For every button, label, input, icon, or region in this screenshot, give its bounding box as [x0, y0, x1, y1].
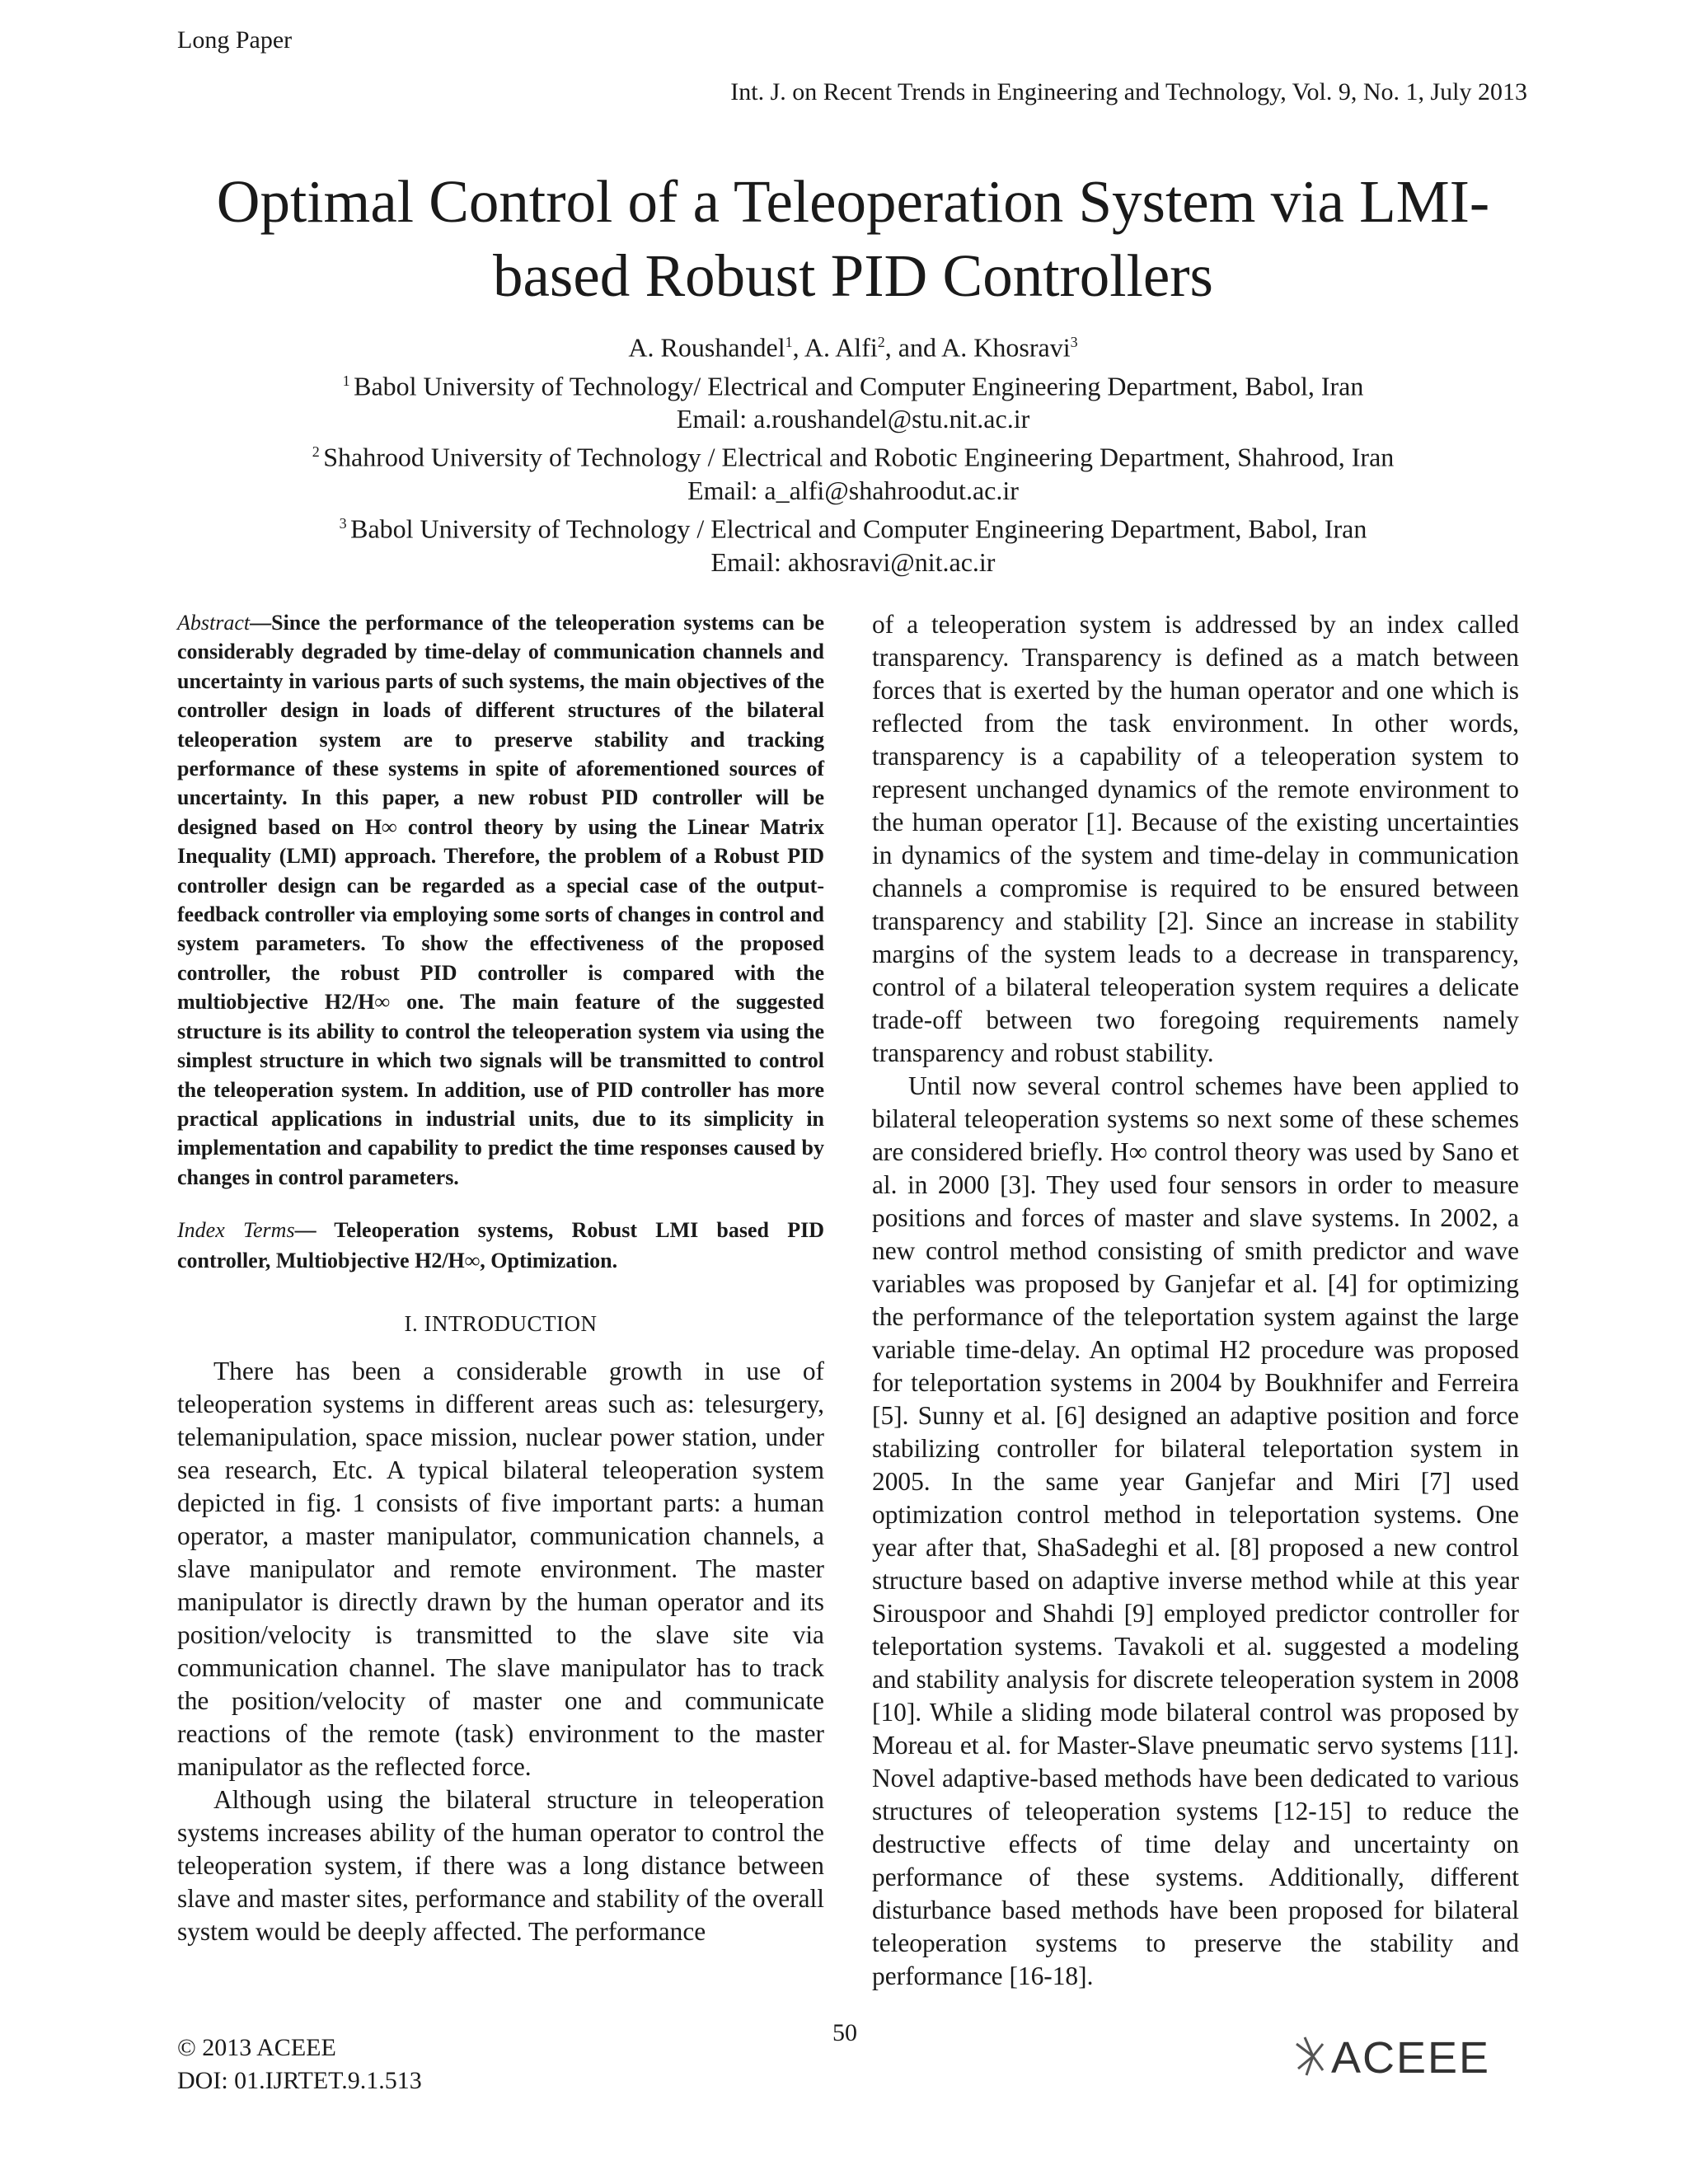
email-1: Email: a.roushandel@stu.nit.ac.ir: [676, 404, 1030, 434]
title-line-1: Optimal Control of a Teleoperation System via LMI-: [216, 168, 1490, 235]
page-number: 50: [832, 2019, 857, 2046]
right-column: [872, 608, 1519, 1993]
author-1: A. Roushandel: [628, 332, 785, 363]
affiliation-2: $^2$ Shahrood University of Technology / Electrical and Robotic Engineering Department, Shahrood, Iran: [312, 442, 1395, 472]
paragraph-2: Although using the bilateral structure in teleoperation systems increases ability of the human operator to control the teleoperation system, if there was a long distance between slave and master sites, performance and stability of the overall system would be deeply affected. The performance: [177, 1785, 824, 1947]
left-column: [177, 608, 824, 1948]
abstract: [177, 608, 824, 1192]
abstract-text: —Since the performance of the teleoperation systems can be considerably degraded by time-delay of communication channels and uncertainty in various parts of such systems, the main objectives of the controller design in loads of different structures of the bilateral teleoperation system are to preserve stability and tracking performance of these systems in spite of aforementioned sources of uncertainty. In this paper, a new robust PID controller will be designed based on H∞ control theory by using the Linear Matrix Inequality (LMI) approach. Therefore, the problem of a Robust PID controller design can be regarded as a special case of the output-feedback controller via employing some sorts of changes in control and system parameters. To show the effectiveness of the proposed controller, the robust PID controller is compared with the multiobjective H2/H∞ one. The main feature of the suggested structure is its ability to control the teleoperation system via using the simplest structure in which two signals will be transmitted to control the teleoperation system. In addition, use of PID controller has more practical applications in industrial units, due to its simplicity in implementation and capability to predict the time responses caused by changes in control parameters.: [177, 611, 824, 1189]
header-label: Long Paper: [177, 26, 293, 54]
aceee-logo: [1290, 2027, 1529, 2089]
paragraph-3: of a teleoperation system is addressed by an index called transparency. Transparency is defined as a match between forces that is exerted by the human operator and one which is reflected from the task environment. In other words, transparency is a capability of a teleoperation system to represent unchanged dynamics of the remote environment to the human operator [1]. Because of the existing uncertainties in dynamics of the system and time-delay in communication channels a compromise is required to be ensured between transparency and stability [2]. Since an increase in stability margins of the system leads to a decrease in transparency, control of a bilateral teleoperation system requires a delicate trade-off between two foregoing requirements namely transparency and robust stability.: [872, 610, 1519, 1067]
author-block: [99, 326, 1607, 579]
affiliation-1: $^1$ Babol University of Technology/ Electrical and Computer Engineering Department, Babol, Iran: [342, 371, 1364, 401]
author-3: and A. Khosravi: [898, 332, 1071, 363]
logo-text: ACEEE: [1331, 2033, 1491, 2083]
email-3: Email: akhosravi@nit.ac.ir: [710, 546, 996, 577]
title-line-2: based Robust PID Controllers: [493, 242, 1213, 309]
email-2: Email: a_alfi@shahroodut.ac.ir: [687, 475, 1019, 505]
affiliation-3: $^3$ Babol University of Technology / Electrical and Computer Engineering Department, Babol, Iran: [339, 513, 1367, 544]
author-2: A. Alfi: [804, 332, 878, 363]
index-terms-label: Index Terms: [177, 1218, 295, 1243]
author-list: A. Roushandel$^1$, A. Alfi$^2$, and A. Khosravi$^3$: [628, 332, 1078, 363]
aceee-logo-icon: [1290, 2027, 1529, 2085]
journal-reference: Int. J. on Recent Trends in Engineering and Technology, Vol. 9, No. 1, July 2013: [730, 78, 1527, 105]
copyright: © 2013 ACEEE: [177, 2034, 336, 2061]
paragraph-4: Until now several control schemes have been applied to bilateral teleoperation systems so next some of these schemes are considered briefly. H∞ control theory was used by Sano et al. in 2000 [3]. They used four sensors in order to measure positions and forces of master and slave systems. In 2002, a new control method consisting of smith predictor and wave variables was proposed by Ganjefar et al. [4] for optimizing the performance of the teleportation system against the large variable time-delay. An optimal H2 procedure was proposed for teleportation systems in 2004 by Boukhnifer and Ferreira [5]. Sunny et al. [6] designed an adaptive position and force stabilizing controller for bilateral teleportation system in 2005. In the same year Ganjefar and Miri [7] used optimization control method in teleportation systems. One year after that, ShaSadeghi et al. [8] proposed a new control structure based on adaptive inverse method while at this year Sirouspoor and Shahdi [9] employed predictor controller for teleportation systems. Tavakoli et al. suggested a modeling and stability analysis for discrete teleoperation system in 2008 [10]. While a sliding mode bilateral control was proposed by Moreau et al. for Master-Slave pneumatic servo systems [11]. Novel adaptive-based methods have been dedicated to various structures of teleoperation systems [12-15] to reduce the destructive effects of time delay and uncertainty on performance of these systems. Additionally, different disturbance based methods have been proposed for bilateral teleoperation systems to preserve the stability and performance [16-18].: [872, 1071, 1519, 1990]
doi: DOI: 01.IJRTET.9.1.513: [177, 2067, 422, 2094]
abstract-label: Abstract: [177, 611, 251, 635]
footer-left: [177, 2032, 422, 2097]
paper-title: [99, 165, 1607, 313]
index-terms-text: — Teleoperation systems, Robust LMI based PID controller, Multiobjective H2/H∞, Optimization.: [177, 1218, 824, 1273]
paragraph-1: There has been a considerable growth in use of teleoperation systems in different areas such as: telesurgery, telemanipulation, space mission, nuclear power station, under sea research, Etc. A typical bilateral teleoperation system depicted in fig. 1 consists of five important parts: a human operator, a master manipulator, communication channels, a slave manipulator and remote environment. The master manipulator is directly drawn by the human operator and its position/velocity is transmitted to the slave site via communication channel. The slave manipulator has to track the position/velocity of master one and communicate reactions of the remote (task) environment to the master manipulator as the reflected force.: [177, 1357, 824, 1782]
index-terms: [177, 1215, 824, 1276]
section-heading: I. INTRODUCTION: [404, 1311, 598, 1337]
